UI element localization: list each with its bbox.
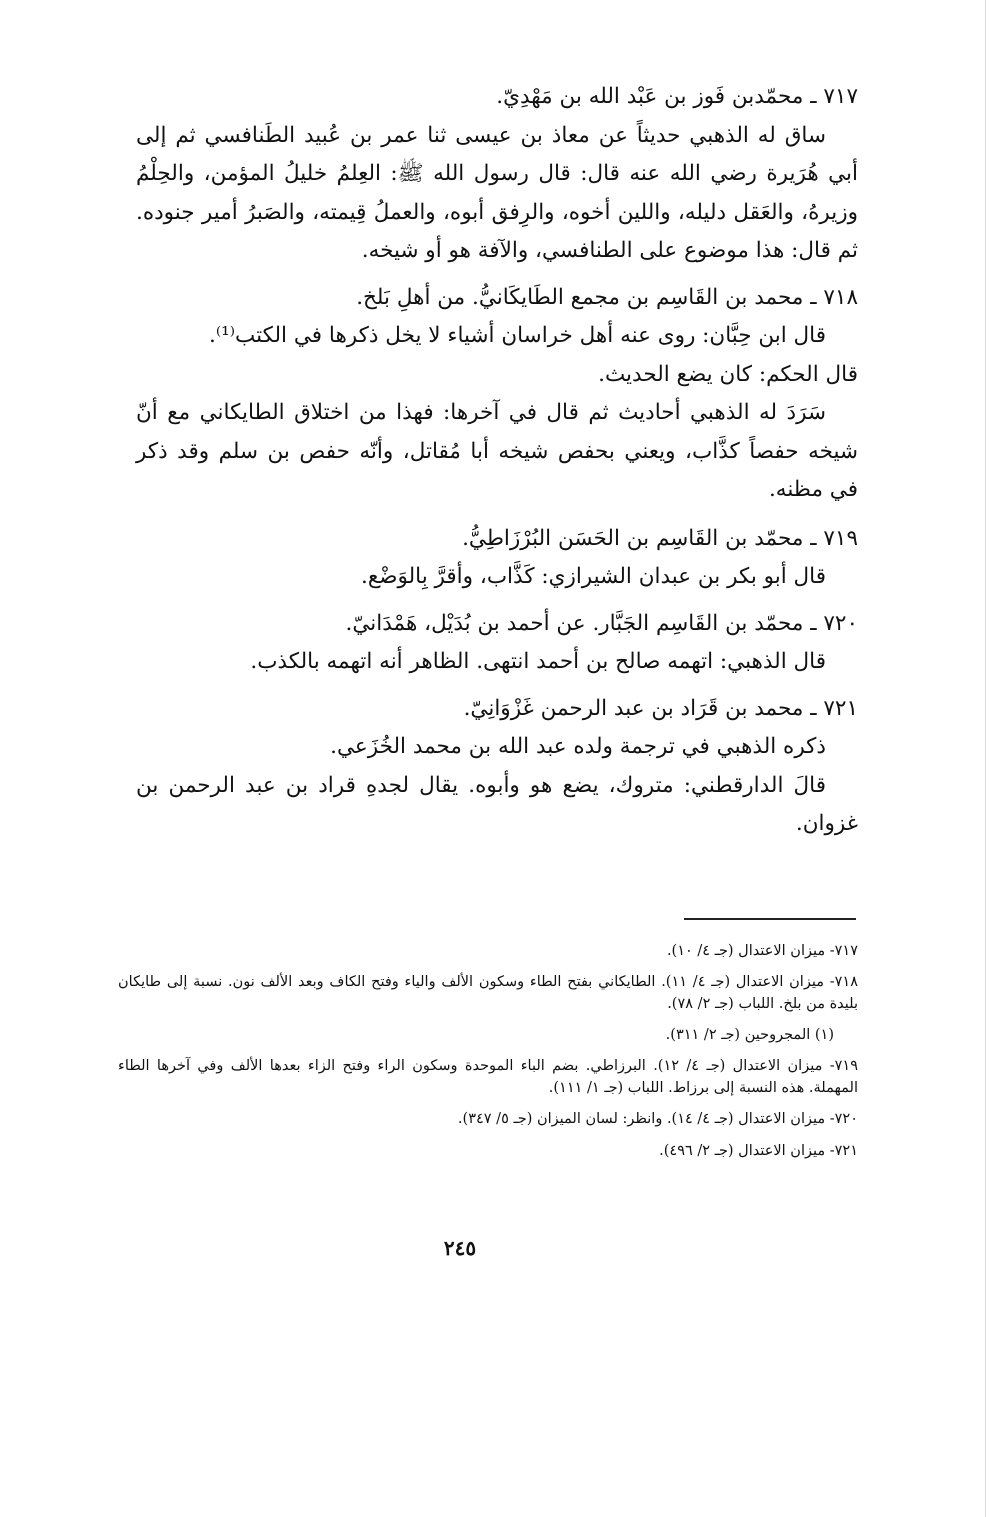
- main-text: [136, 78, 858, 844]
- footnote-719: ٧١٩- ميزان الاعتدال (جـ ٤/ ١٢). البرزاطي. بضم الباء الموحدة وسكون الراء وفتح الزاء بعدها الألف وفي آخرها الطاء المهملة. هذه النسبة إلى برزاط. اللباب (جـ ١/ ١١١).: [118, 1058, 858, 1096]
- entry-718-ibn-hibban: قال ابن حِبَّان: روى عنه أهل خراسان أشياء لا يخل ذكرها في الكتب⁽¹⁾.: [209, 323, 826, 348]
- entry-721-daraqutni: قالَ الدارقطني: متروك، يضع هو وأبوه. يقال لجدهِ قراد بن عبد الرحمن بن غزوان.: [136, 772, 858, 836]
- entry-719-heading: ٧١٩ ـ محمّد بن القَاسِم بن الحَسَن البُرْزَاطِيُّ.: [462, 525, 858, 551]
- entry-718-body: سَرَدَ له الذهبي أحاديث ثم قال في آخرها: فهذا من اختلاق الطايكاني مع أنّ شيخه حفصاً كذَّاب، ويعني بحفص شيخه أبا مُقاتل، وأنّه حفص بن سلم وقد ذكر في مظنه.: [136, 400, 858, 502]
- page-number: ٢٤٥: [443, 1236, 477, 1260]
- entry-717-heading: ٧١٧ ـ محمّدبن فَوز بن عَبْد الله بن مَهْدِيّ.: [496, 84, 858, 109]
- footnote-721: ٧٢١- ميزان الاعتدال (جـ ٢/ ٤٩٦).: [659, 1143, 858, 1159]
- entry-720-body: قال الذهبي: اتهمه صالح بن أحمد انتهى. الظاهر أنه اتهمه بالكذب.: [250, 649, 826, 674]
- footnote-717: ٧١٧- ميزان الاعتدال (جـ ٤/ ١٠).: [666, 943, 858, 959]
- entry-720-heading: ٧٢٠ ـ محمّد بن القَاسِم الجَبَّار. عن أحمد بن بُدَيْل، هَمْدَانيّ.: [345, 610, 858, 636]
- footnote-separator: [684, 918, 856, 920]
- footnote-718: ٧١٨- ميزان الاعتدال (جـ ٤/ ١١). الطايكاني بفتح الطاء وسكون الألف والياء وفتح الكاف وبعد الألف نون. نسبة إلى طايكان بليدة من بلخ. اللباب (جـ ٢/ ٧٨).: [118, 974, 859, 1012]
- footnote-720: ٧٢٠- ميزان الاعتدال (جـ ٤/ ١٤). وانظر: لسان الميزان (جـ ٥/ ٣٤٧).: [457, 1111, 858, 1127]
- footnotes: [118, 940, 858, 1171]
- scan-edge-line: [985, 0, 986, 1517]
- entry-717-body: ساق له الذهبي حديثاً عن معاذ بن عيسى ثنا عمر بن عُبيد الطَنافسي ثم إلى أبي هُرَيرة رضي الله عنه قال: قال رسول الله ﷺ: العِلمُ خليلُ المؤمن، والحِلْمُ وزيرهُ، والعَقل دليله، واللين أخوه، والرِفق أبوه، والعملُ قِيمته، والصَبرُ أمير جنوده. ثم قال: هذا موضوع على الطنافسي، والآفة هو أو شيخه.: [136, 122, 858, 263]
- entry-721-heading: ٧٢١ ـ محمد بن قَرَاد بن عبد الرحمن غَزْوَانِيّ.: [463, 695, 858, 721]
- entry-718-hakim: قال الحكم: كان يضع الحديث.: [598, 361, 858, 387]
- footnote-718-1: (١) المجروحين (جـ ٢/ ٣١١).: [665, 1027, 834, 1043]
- entry-721-dhahabi: ذكره الذهبي في ترجمة ولده عبد الله بن محمد الخُزَعي.: [330, 734, 826, 759]
- entry-718-heading: ٧١٨ ـ محمد بن القَاسِم بن مجمع الطَايكَانيُّ. من أهلِ بَلخ.: [356, 284, 858, 310]
- entry-719-body: قال أبو بكر بن عبدان الشيرازي: كَذَّاب، وأقرَّ بِالوَضْع.: [360, 564, 826, 589]
